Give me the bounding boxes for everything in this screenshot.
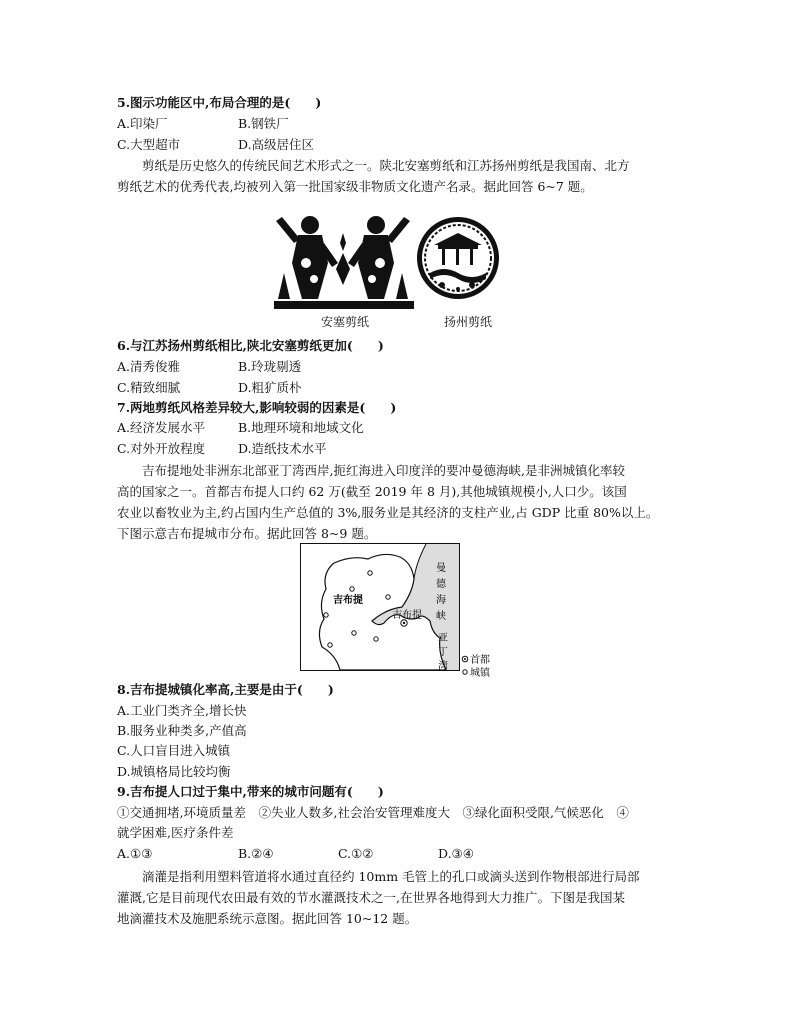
map-gulf-label-3: 湾 [438,661,448,672]
passage1-line2: 剪纸艺术的优秀代表,均被列入第一批国家级非物质文化遗产名录。据此回答 6~7 题。 [117,179,593,194]
caption-ansai: 安塞剪纸 [321,315,370,329]
caption-yangzhou: 扬州剪纸 [444,315,493,329]
q7-option-d[interactable]: D.造纸技术水平 [238,441,327,456]
q5-options-row1 [117,114,289,134]
q9-stem: 9.吉布提人口过于集中,带来的城市问题有( ) [117,784,384,799]
map-country-label: 吉布提 [333,595,363,606]
town-marker [352,631,356,635]
q7-options-row2 [117,439,327,459]
passage3-line2: 灌溉,它是目前现代农田最有效的节水灌溉技术之一,在世界各地得到大力推广。下图是我国某 [117,890,625,905]
passage3-line1: 滴灌是指利用塑料管道将水通过直径约 10mm 毛管上的孔口或滴头送到作物根部进行局部 [142,869,640,884]
map-strait-label-1: 曼 [436,563,446,574]
q6-option-c[interactable]: C.精致细腻 [117,380,181,395]
q7-option-a[interactable]: A.经济发展水平 [117,420,206,435]
q6-option-d[interactable]: D.粗犷质朴 [238,380,302,395]
yangzhou-papercut-image [417,217,499,299]
q8-option-d[interactable]: D.城镇格局比较均衡 [117,764,231,779]
q5-stem: 5.图示功能区中,布局合理的是( ) [117,95,322,110]
q5-option-c[interactable]: C.大型超市 [117,137,181,152]
q6-options-row2 [117,378,302,398]
q9-option-b[interactable]: B.②④ [238,846,274,861]
town-marker [328,643,332,647]
map-gulf-label-1: 亚 [438,633,448,644]
map-gulf-label-2: 丁 [438,647,448,658]
q9-items-line1: ①交通拥堵,环境质量差 ②失业人数多,社会治安管理难度大 ③绿化面积受限,气候恶化 ④ [117,805,629,820]
legend-town-label: 城镇 [470,668,490,678]
q7-options-row1 [117,418,364,438]
town-marker [324,613,328,617]
passage2-line1: 吉布提地处非洲东北部亚丁湾西岸,扼红海进入印度洋的要冲曼德海峡,是非洲城镇化率较 [142,463,625,478]
map-strait-label-3: 海 [436,595,446,606]
map-strait-label-2: 德 [436,579,446,590]
passage2-line3: 农业以畜牧业为主,约占国内生产总值的 3%,服务业是其经济的支柱产业,占 GDP 比重 80%以上。 [117,505,659,520]
q5-options-row2 [117,135,314,155]
town-marker [374,637,378,641]
djibouti-map [300,543,500,678]
q7-stem: 7.两地剪纸风格差异较大,影响较弱的因素是( ) [117,400,397,415]
q5-option-b[interactable]: B.钢铁厂 [238,116,289,131]
q9-options-row [117,844,474,864]
ansai-papercut-image [274,216,414,309]
q6-option-b[interactable]: B.玲珑剔透 [238,359,302,374]
djibouti-map-svg [300,543,500,678]
q9-option-a[interactable]: A.①③ [117,846,153,861]
map-strait-label-4: 峡 [436,611,446,622]
q6-stem: 6.与江苏扬州剪纸相比,陕北安塞剪纸更加( ) [117,338,384,353]
q9-option-d[interactable]: D.③④ [438,846,474,861]
map-capital-label: 吉布提 [392,610,422,621]
town-marker [386,595,390,599]
q7-option-b[interactable]: B.地理环境和地域文化 [238,420,364,435]
passage3-line3: 地滴灌技术及施肥系统示意图。据此回答 10~12 题。 [117,911,418,926]
q8-option-c[interactable]: C.人口盲目进入城镇 [117,743,231,758]
q6-option-a[interactable]: A.清秀俊雅 [117,359,181,374]
q8-stem: 8.吉布提城镇化率高,主要是由于( ) [117,682,334,697]
town-marker [350,587,354,591]
q9-option-c[interactable]: C.①② [338,846,374,861]
papercut-figure [272,203,502,313]
legend-capital-label: 首都 [470,655,490,666]
q6-options-row1 [117,357,301,377]
q8-option-a[interactable]: A.工业门类齐全,增长快 [117,703,247,718]
q9-items-line2: 就学困难,医疗条件差 [117,825,234,840]
papercut-illustration [272,203,502,313]
q5-option-a[interactable]: A.印染厂 [117,116,168,131]
q8-option-b[interactable]: B.服务业种类多,产值高 [117,723,247,738]
q7-option-c[interactable]: C.对外开放程度 [117,441,206,456]
passage1-line1: 剪纸是历史悠久的传统民间艺术形式之一。陕北安塞剪纸和江苏扬州剪纸是我国南、北方 [142,158,630,173]
passage2-line4: 下图示意吉布提城市分布。据此回答 8~9 题。 [117,526,377,541]
town-marker [368,571,372,575]
passage2-line2: 高的国家之一。首都吉布提人口约 62 万(截至 2019 年 8 月),其他城镇规模小,人口少。该国 [117,484,627,499]
q5-option-d[interactable]: D.高级居住区 [238,137,315,152]
